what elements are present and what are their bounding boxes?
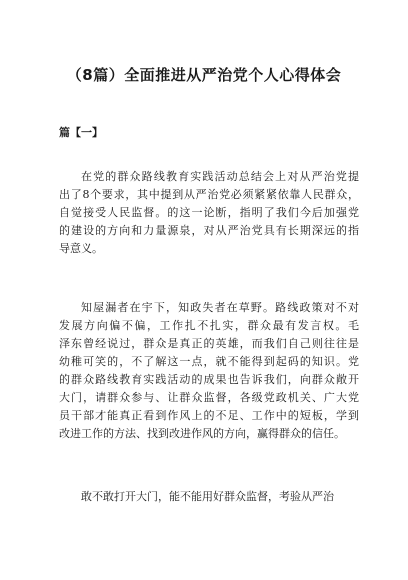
paragraph-2-line-6: 大门，请群众参与、让群众监督，各级党政机关、广大党 (59, 391, 359, 404)
section-heading: 篇【一】 (59, 126, 103, 139)
paragraph-3-line-1: 敢不敢打开大门，能不能用好群众监督，考验从严治 (81, 490, 334, 503)
paragraph-1-line-1: 在党的群众路线教育实践活动总结会上对从严治党提 (81, 170, 359, 183)
paragraph-2-line-8: 改进工作的方法、找到改进作风的方向，赢得群众的信任。 (59, 427, 345, 440)
paragraph-1-line-3: 自觉接受人民监督。的这一论断，指明了我们今后加强党 (59, 206, 359, 219)
paragraph-1-line-4: 的建设的方向和力量源泉，对从严治党具有长期深远的指 (59, 224, 359, 237)
paragraph-1-line-2: 出了8个要求，其中提到从严治党必须紧紧依靠人民群众， (59, 188, 359, 201)
paragraph-2-line-2: 发展方向偏不偏，工作扎不扎实，群众最有发言权。毛 (59, 319, 359, 332)
paragraph-2-line-3: 泽东曾经说过，群众是真正的英雄，而我们自己则往往是 (59, 337, 359, 350)
paragraph-2-line-1: 知屋漏者在宇下，知政失者在草野。路线政策对不对 (81, 301, 359, 314)
document-title: （8篇）全面推进从严治党个人心得体会 (66, 66, 342, 84)
paragraph-1-line-5: 导意义。 (59, 242, 103, 255)
paragraph-2-line-5: 的群众路线教育实践活动的成果也告诉我们，向群众敞开 (59, 373, 359, 386)
paragraph-2-line-4: 幼稚可笑的，不了解这一点，就不能得到起码的知识。党 (59, 355, 359, 368)
paragraph-2-line-7: 员干部才能真正看到作风上的不足、工作中的短板，学到 (59, 409, 359, 422)
